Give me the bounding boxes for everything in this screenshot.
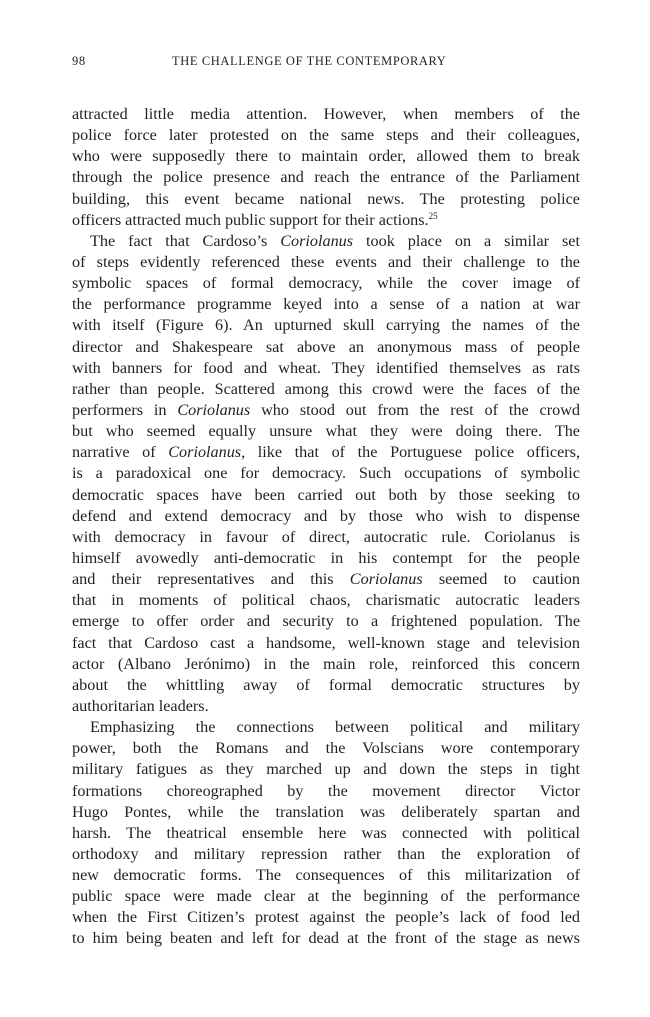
text-line: formations choreographed by the movement director Victor (72, 781, 580, 800)
text-line: himself avowedly anti-democratic in his contempt for the people (72, 548, 580, 567)
text-line: director and Shakespeare sat above an anonymous mass of people (72, 337, 580, 356)
text-line: power, both the Romans and the Volscians wore contemporary (72, 739, 580, 758)
text-line: when the First Citizen’s protest against the people’s lack of food led (72, 908, 580, 927)
text-line: Emphasizing the connections between political and military (90, 718, 580, 737)
text-line: The fact that Cardoso’s Coriolanus took place on a similar set (90, 231, 580, 250)
text-line: democratic spaces have been carried out both by those seeking to (72, 485, 580, 504)
running-head (72, 54, 580, 70)
text-line: to him being beaten and left for dead at the front of the stage as news (72, 929, 580, 948)
text-line: with banners for food and wheat. They identified themselves as rats (72, 358, 580, 377)
text-line: attracted little media attention. However, when members of the (72, 105, 580, 123)
text-line: about the whittling away of formal democratic structures by (72, 675, 580, 694)
text-line: building, this event became national news. The protesting police (72, 189, 580, 208)
text-line: of steps evidently referenced these events and their challenge to the (72, 252, 580, 271)
text-line: officers attracted much public support for their actions.$^{25}$ (72, 210, 438, 229)
text-line: orthodoxy and military repression rather than the exploration of (72, 844, 580, 863)
italic-title: Coriolanus (168, 443, 242, 462)
text-line: who were supposedly there to maintain order, allowed them to break (72, 147, 580, 166)
text-line: new democratic forms. The consequences of this militarization of (72, 866, 580, 885)
text-line: with itself (Figure 6). An upturned skull carrying the names of the (72, 316, 580, 335)
text-line: actor (Albano Jerónimo) in the main role, reinforced this concern (72, 654, 580, 673)
text-line: defend and extend democracy and by those who wish to dispense (72, 506, 580, 525)
text-line: the performance programme keyed into a sense of a nation at war (72, 295, 580, 314)
text-line: narrative of Coriolanus, like that of the Portuguese police officers, (72, 443, 580, 462)
text-line: performers in Coriolanus who stood out from the rest of the crowd (72, 400, 580, 419)
text-line: emerge to offer order and security to a frightened population. The (72, 612, 580, 631)
text-line: that in moments of political chaos, charismatic autocratic leaders (72, 591, 580, 610)
italic-title: Coriolanus (349, 570, 423, 589)
italic-title: Coriolanus (280, 231, 354, 250)
italic-title: Coriolanus (177, 400, 251, 419)
page-number: 98 (72, 54, 86, 68)
text-line: through the police presence and reach the entrance of the Parliament (72, 168, 580, 187)
footnote-marker[interactable]: 25 (428, 210, 438, 221)
text-line: with democracy in favour of direct, autocratic rule. Coriolanus is (72, 527, 580, 546)
text-line: but who seemed equally unsure what they were doing there. The (72, 422, 580, 441)
text-line: Hugo Pontes, while the translation was deliberately spartan and (72, 802, 580, 821)
text-line: police force later protested on the same steps and their colleagues, (72, 126, 580, 145)
text-line: public space were made clear at the beginning of the performance (72, 887, 580, 906)
text-line: military fatigues as they marched up and down the steps in tight (72, 760, 580, 779)
text-line: is a paradoxical one for democracy. Such occupations of symbolic (72, 464, 580, 483)
text-line: harsh. The theatrical ensemble here was connected with political (72, 823, 580, 842)
text-line: fact that Cardoso cast a handsome, well-known stage and television (72, 633, 580, 652)
running-title: THE CHALLENGE OF THE CONTEMPORARY (172, 54, 447, 68)
text-line: rather than people. Scattered among this crowd were the faces of the (72, 379, 580, 398)
text-line: symbolic spaces of formal democracy, while the cover image of (72, 274, 580, 293)
body-text (72, 104, 580, 950)
text-line: and their representatives and this Coriolanus seemed to caution (72, 570, 580, 589)
text-line: authoritarian leaders. (72, 696, 209, 715)
